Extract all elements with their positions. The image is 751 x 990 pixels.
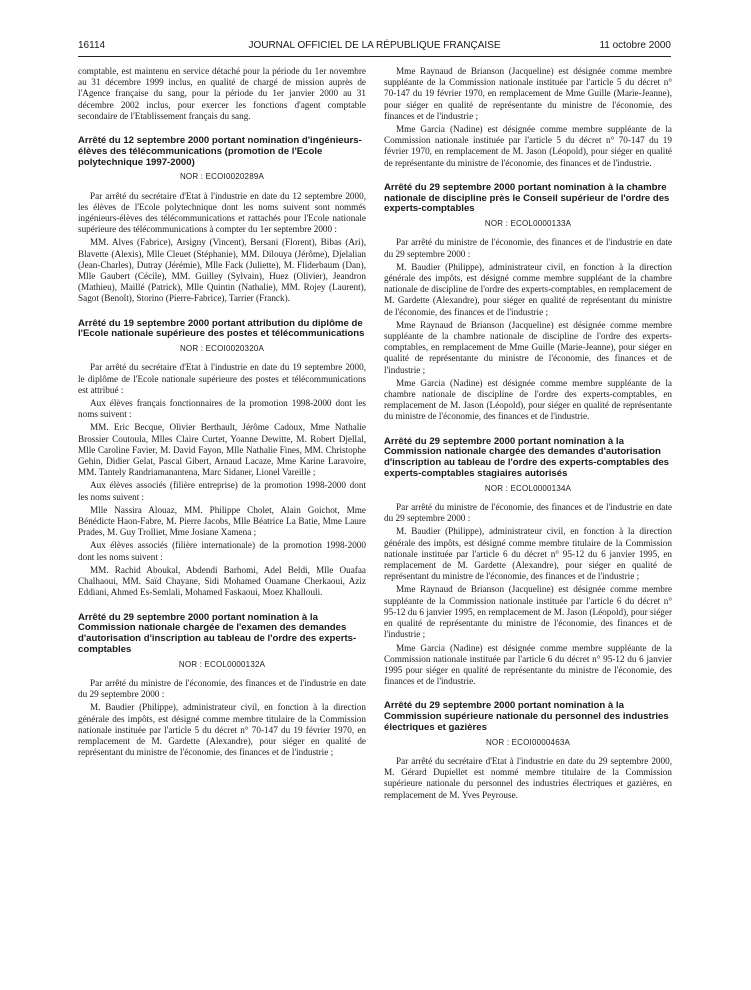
paragraph: Par arrêté du secrétaire d'Etat à l'industrie en date du 12 septembre 2000, les élèves de l'Ecole polytechnique dont les noms suivent sont nommés ingénieurs-élèves des télécommunications et rattachés pour l'Ecole nationale supérieure des télécommunications à compter du 1er septembre 2000 :	[78, 190, 366, 235]
paragraph: M. Baudier (Philippe), administrateur civil, en fonction à la direction générale des impôts, est désigné comme membre suppléant de la chambre nationale de discipline de l'ordre des experts-comptables, en remplacement de M. Gardette (Alexandre), pour siéger en qualité de représentant du ministre de l'économie, des finances et de l'industrie ;	[384, 261, 672, 317]
paragraph: Par arrêté du ministre de l'économie, des finances et de l'industrie en date du 29 septembre 2000 :	[384, 237, 672, 259]
paragraph: Par arrêté du secrétaire d'Etat à l'industrie en date du 19 septembre 2000, le diplôme de l'Ecole nationale supérieure des postes et télécommunications est attribué :	[78, 362, 366, 395]
nor-reference: NOR : ECOI0020289A	[179, 172, 265, 182]
article-title: Arrêté du 29 septembre 2000 portant nomination à la Commission nationale chargée des demandes d'autorisation d'inscription au tableau de l'ordre des experts-comptables des experts-comptables stagiaires autorisés	[384, 435, 669, 480]
nor-reference: NOR : ECOL0000134A	[484, 483, 572, 493]
page-number: 16114	[78, 40, 106, 51]
article-title: Arrêté du 12 septembre 2000 portant nomination d'ingénieurs-élèves des télécommunications (promotion de l'Ecole polytechnique 1997-2000)	[78, 135, 362, 168]
paragraph: Aux élèves français fonctionnaires de la promotion 1998-2000 dont les noms suivent :	[78, 398, 366, 420]
paragraph: Mme Raynaud de Brianson (Jacqueline) est désignée comme membre suppléante de la Commission nationale instituée par l'article 5 du décret n° 70-147 du 19 février 1970, en remplacement de Mme Guille (Marie-Jeanne), pour siéger en qualité de représentante du ministre de l'économie, des finances et de l'industrie ;	[384, 66, 672, 121]
paragraph: MM. Rachid Aboukal, Abdendi Barhomi, Adel Beldi, Mlle Ouafaa Chalhaoui, MM. Saïd Chayane, Sidi Mohamed Ouamane Cherkaoui, Aziz Eddiani, Ahmed Es-Semlali, Mohamed Faskaoui, Moez Khallouli.	[78, 564, 366, 598]
paragraph: Mlle Nassira Alouaz, MM. Philippe Cholet, Alain Goichot, Mme Bénédicte Haon-Fabre, M. Pierre Jacobs, Mlle Béatrice La Batie, Mme Laure Prades, M. Guy Trolliet, Mme Josiane Xamena ;	[78, 504, 366, 538]
nor-reference: NOR : ECOL0000133A	[484, 219, 572, 229]
article-title: Arrêté du 29 septembre 2000 portant nomination à la Commission supérieure nationale du personnel des industries électriques et gazières	[384, 700, 669, 733]
header-rule	[78, 56, 671, 57]
paragraph: Par arrêté du secrétaire d'Etat à l'industrie en date du 29 septembre 2000, M. Gérard Dupiellet est nommé membre titulaire de la Commission supérieure nationale du personnel des industries électriques et gazières, en remplacement de M. Yves Peyrouse.	[384, 755, 672, 800]
right-column	[384, 66, 672, 803]
article-title: Arrêté du 29 septembre 2000 portant nomination à la chambre nationale de discipline près le Conseil supérieur de l'ordre des experts-comptables	[384, 181, 670, 215]
paragraph: Aux élèves associés (filière entreprise) de la promotion 1998-2000 dont les noms suivent :	[78, 480, 366, 502]
paragraph: MM. Eric Becque, Olivier Berthault, Jérôme Cadoux, Mme Nathalie Brossier Coutoula, Mlles Claire Curtet, Yoanne Dewitte, M. Robert Djellal, Mlle Caroline Favier, M. David Fayon, Mlle Nathalie Fines, MM. Christophe Gehin, Didier Gelat, Pascal Gibert, Arnaud Lacaze, Mme Karine Laravoire, MM. Tantely Randriamanantena, Marc Sidaner, Lionel Vareille ;	[78, 422, 366, 478]
paragraph: M. Baudier (Philippe), administrateur civil, en fonction à la direction générale des impôts, est désigné comme membre titulaire de la Commission nationale instituée par l'article 6 du décret n° 95-12 du 6 janvier 1995, en remplacement de M. Gardette (Alexandre), pour siéger en qualité de représentant du ministre de l'économie, des finances et de l'industrie ;	[384, 526, 672, 582]
page-header	[78, 38, 671, 56]
nor-reference: NOR : ECOI0000463A	[485, 737, 571, 747]
paragraph: Par arrêté du ministre de l'économie, des finances et de l'industrie en date du 29 septembre 2000 :	[78, 677, 366, 700]
nor-reference: NOR : ECOI0020320A	[179, 344, 265, 354]
article-title: Arrêté du 19 septembre 2000 portant attribution du diplôme de l'Ecole nationale supérieure des postes et télécommunications	[78, 317, 365, 340]
paragraph: M. Baudier (Philippe), administrateur civil, en fonction à la direction générale des impôts, est désigné comme membre titulaire de la Commission nationale instituée par l'article 5 du décret n° 70-147 du 19 février 1970, en remplacement de M. Gardette (Alexandre), pour siéger en qualité de représentant du ministre de l'économie, des finances et de l'industrie ;	[78, 702, 366, 758]
paragraph: Mme Raynaud de Brianson (Jacqueline) est désignée comme membre suppléante de la Commission nationale instituée par l'article 6 du décret n° 95-12 du 6 janvier 1995, en remplacement de M. Jason (Léopold), pour siéger en qualité de représentante du ministre de l'économie, des finances et de l'industrie ;	[384, 584, 672, 640]
paragraph: Mme Garcia (Nadine) est désignée comme membre suppléante de la Commission nationale instituée par l'article 5 du décret n° 70-147 du 19 février 1970, en remplacement de M. Jason (Léopold), pour siéger en qualité de représentante du ministre de l'économie, des finances et de l'industrie.	[384, 124, 672, 168]
paragraph: Mme Garcia (Nadine) est désignée comme membre suppléante de la chambre nationale de discipline de l'ordre des experts-comptables, en remplacement de M. Jason (Léopold), pour siéger en qualité de représentante du ministre de l'économie, des finances et de l'industrie.	[384, 377, 672, 422]
issue-date: 11 octobre 2000	[599, 40, 671, 51]
paragraph: Par arrêté du ministre de l'économie, des finances et de l'industrie en date du 29 septembre 2000 :	[384, 502, 672, 524]
article-title: Arrêté du 29 septembre 2000 portant nomination à la Commission nationale chargée de l'examen des demandes d'autorisation d'inscription au tableau de l'ordre des experts-comptables	[78, 611, 357, 655]
paragraph: Aux élèves associés (filière internationale) de la promotion 1998-2000 dont les noms suivent :	[78, 540, 366, 562]
paragraph: MM. Alves (Fabrice), Arsigny (Vincent), Bersani (Florent), Bibas (Ari), Blavette (Alexis), Mlle Cleuet (Stéphanie), MM. Dilouya (Jérôme), Djelalian (Jean-Charles), Dutray (Jérémie), Mlle Fack (Juliette), M. Fliderbaum (Dan), Mlle Gaubert (Cécile), MM. Guilley (Sylvain), Huez (Olivier), Jeandron (Mathieu), Maillé (Patrick), Mlle Quintin (Nathalie), MM. Rojey (Laurent), Sagot (Benoît), Storino (Pierre-Fabrice), Tarrier (Franck).	[78, 237, 366, 304]
paragraph: Mme Raynaud de Brianson (Jacqueline) est désignée comme membre suppléante de la chambre nationale de discipline de l'ordre des experts-comptables, en remplacement de Mme Guille (Marie-Jeanne), pour siéger en qualité de représentante du ministre de l'économie, des finances et de l'industrie ;	[384, 319, 672, 375]
nor-reference: NOR : ECOL0000132A	[178, 659, 266, 669]
journal-title: JOURNAL OFFICIEL DE LA RÉPUBLIQUE FRANÇAISE	[248, 40, 501, 51]
intro-paragraph: comptable, est maintenu en service détaché pour la période du 1er novembre au 31 décembre 1999 inclus, en qualité de chargé de mission auprès de l'Agence française du sang, pour la période du 1er janvier 2000 au 31 décembre 2002 inclus, pour exercer les fonctions d'agent comptable secondaire de l'Etablissement français du sang.	[78, 66, 366, 121]
paragraph: Mme Garcia (Nadine) est désignée comme membre suppléante de la Commission nationale instituée par l'article 6 du décret n° 95-12 du 6 janvier 1995 pour siéger en qualité de représentante du ministre de l'économie, des finances et de l'industrie.	[384, 642, 672, 687]
left-column	[78, 66, 366, 760]
